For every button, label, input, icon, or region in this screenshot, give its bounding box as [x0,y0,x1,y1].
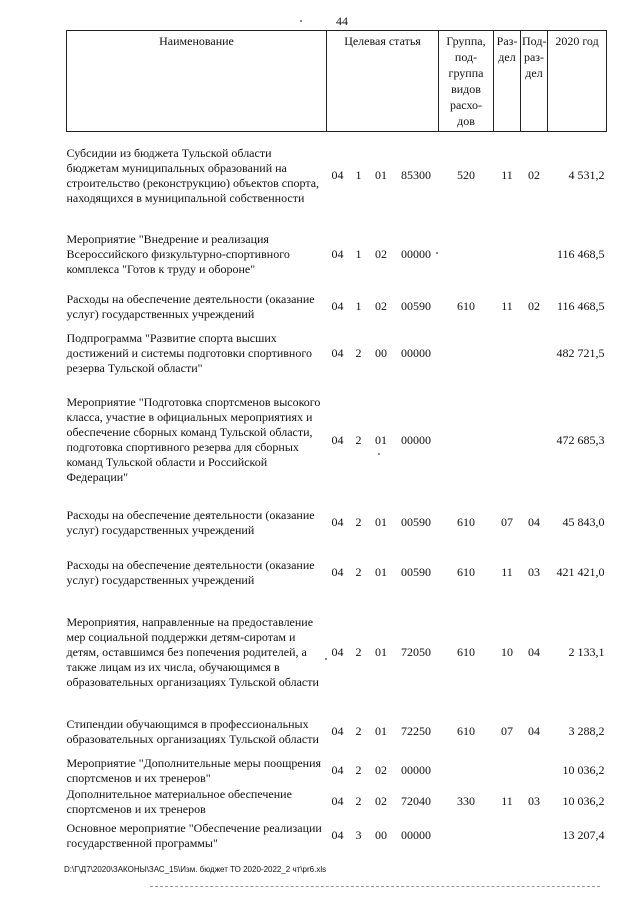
page-number: 44 [336,14,348,28]
section-code: 11 [501,565,513,579]
target-direction: 72050 [401,645,431,659]
table-row [67,548,607,598]
budget-table [66,30,607,854]
expense-group [439,756,494,786]
section-code: 11 [501,299,513,313]
target-event: 02 [375,246,387,261]
amount-2020: 3 288,2 [568,724,605,738]
table-row [67,598,607,708]
target-direction: 00590 [401,565,431,579]
table-row [67,289,607,325]
section-code: 11 [501,168,513,183]
section-code: 07 [501,515,514,529]
target-direction: 72250 [401,724,431,738]
amount-2020: 482 721,5 [556,346,605,360]
target-program: 04 [331,724,344,738]
subsection-code: 02 [528,299,541,313]
target-program: 04 [331,346,344,360]
target-subprogram: 1 [355,299,362,313]
amount-2020: 116 468,5 [556,246,605,261]
row-name: Мероприятия, направленные на предоставление мер социальной поддержки детям-сиротам и детям, оставшимся без попечения родителей, а также лицам из их числа, обучающимся в образовательных организациях Тульской области [66,615,319,689]
table-row [67,383,607,498]
target-program: 04 [331,828,344,842]
subsection-code: 04 [528,645,541,659]
expense-group [439,220,494,289]
target-direction: 00000 [401,828,431,842]
target-event: 01 [375,515,387,529]
target-subprogram: 2 [355,565,362,579]
row-name: Мероприятие "Внедрение и реализация Всероссийского физкультурно-спортивного комплекса "Готов к труду и обороне" [66,231,290,276]
target-event: 01 [375,168,387,183]
amount-2020: 472 685,3 [556,432,605,447]
row-name: Субсидии из бюджета Тульской области бюджетам муниципальных образований на строительство (реконструкцию) объектов спорта, находящихся в муниципальной собственности [66,145,320,205]
target-subprogram: 2 [355,763,362,777]
target-program: 04 [331,515,344,529]
section-code: 07 [501,724,514,738]
target-program: 04 [331,645,344,659]
subsection-code: 03 [528,794,541,808]
table-row [67,325,607,383]
expense-group: 610 [457,565,476,579]
target-event: 02 [375,299,387,313]
target-direction: 00000 [401,763,431,777]
table-row [67,708,607,756]
row-name: Расходы на обеспечение деятельности (оказание услуг) государственных учреждений [66,291,315,321]
section-code [494,756,521,786]
expense-group: 520 [457,168,476,183]
expense-group: 610 [457,299,476,313]
target-program: 04 [331,763,344,777]
target-direction: 85300 [401,168,431,183]
target-direction: 00000 [401,432,431,447]
target-subprogram: 3 [355,828,362,842]
section-code: 10 [501,645,514,659]
header-section: Раз- дел [494,31,521,132]
target-direction: 00590 [401,515,431,529]
section-code [494,220,521,289]
row-name: Мероприятие "Дополнительные меры поощрения спортсменов и их тренеров" [66,755,322,785]
section-code: 11 [501,794,513,808]
section-code [494,383,521,498]
amount-2020: 10 036,2 [562,794,605,808]
subsection-code [521,818,548,854]
subsection-code: 04 [528,515,541,529]
amount-2020: 421 421,0 [556,565,605,579]
target-subprogram: 2 [355,645,362,659]
target-program: 04 [331,794,344,808]
target-event: 01 [375,565,387,579]
amount-2020: 116 468,5 [556,299,605,313]
expense-group [439,325,494,383]
target-subprogram: 1 [355,246,362,261]
expense-group: 610 [457,515,476,529]
bottom-divider [150,886,600,887]
amount-2020: 45 843,0 [562,515,605,529]
expense-group: 330 [457,794,476,808]
scan-speck [325,658,327,660]
subsection-code: 03 [528,565,541,579]
target-subprogram: 1 [355,168,362,183]
table-row [67,756,607,786]
amount-2020: 2 133,1 [568,645,605,659]
amount-2020: 10 036,2 [562,763,605,777]
table-row [67,818,607,854]
target-subprogram: 2 [355,432,362,447]
target-subprogram: 2 [355,794,362,808]
target-event: 01 [375,645,387,659]
table-row [67,786,607,818]
target-direction: 00590 [401,299,431,313]
amount-2020: 13 207,4 [562,828,605,842]
scan-speck [436,252,438,254]
target-subprogram: 2 [355,515,362,529]
row-name: Мероприятие "Подготовка спортсменов высокого класса, участие в официальных мероприятиях и обеспечение сборных команд Тульской области, подготовка спортивного резерва для сборных команд Тульской области и Российской Федерации" [66,395,321,484]
target-event: 00 [375,346,387,360]
expense-group: 610 [457,645,476,659]
target-event: 01 [375,724,387,738]
scan-speck [378,453,380,455]
row-name: Стипендии обучающимся в профессиональных образовательных организациях Тульской области [66,716,319,746]
row-name: Дополнительное материальное обеспечение спортсменов и их тренеров [66,786,292,816]
target-direction: 00000 [401,346,431,360]
table-row [67,220,607,289]
amount-2020: 4 531,2 [568,168,605,183]
table-header-row [67,31,607,132]
header-target: Целевая статья [327,31,439,132]
header-subsection: Под- раз- дел [521,31,548,132]
target-event: 02 [375,763,387,777]
target-direction: 72040 [401,794,431,808]
subsection-code: 02 [528,168,541,183]
row-name: Расходы на обеспечение деятельности (оказание услуг) государственных учреждений [66,507,315,537]
expense-group: 610 [457,724,476,738]
header-year: 2020 год [548,31,607,132]
target-event: 02 [375,794,387,808]
header-group: Группа, под- группа видов расхо- дов [439,31,494,132]
target-event: 01 [375,432,387,447]
subsection-code [521,383,548,498]
expense-group [439,383,494,498]
target-direction: 00000 [401,246,431,261]
header-name: Наименование [67,31,327,132]
section-code [494,818,521,854]
target-event: 00 [375,828,387,842]
section-code [494,325,521,383]
subsection-code: 04 [528,724,541,738]
expense-group [439,818,494,854]
target-program: 04 [331,565,344,579]
file-path-footer: D:\Г\Д7\2020\ЗАКОНЫ\ЗАС_15\Изм. бюджет ТО 2020-2022_2 чт\pr6.xls [64,865,327,874]
table-row [67,498,607,548]
target-program: 04 [331,299,344,313]
subsection-code [521,325,548,383]
target-subprogram: 2 [355,346,362,360]
row-name: Основное мероприятие "Обеспечение реализации государственной программы" [66,820,322,850]
target-subprogram: 2 [355,724,362,738]
target-program: 04 [331,246,344,261]
table-row [67,132,607,220]
target-program: 04 [331,432,344,447]
row-name: Подпрограмма "Развитие спорта высших достижений и системы подготовки спортивного резерва Тульской области" [66,331,312,375]
scan-speck [300,20,302,22]
subsection-code [521,756,548,786]
subsection-code [521,220,548,289]
row-name: Расходы на обеспечение деятельности (оказание услуг) государственных учреждений [66,557,315,587]
target-program: 04 [331,168,344,183]
